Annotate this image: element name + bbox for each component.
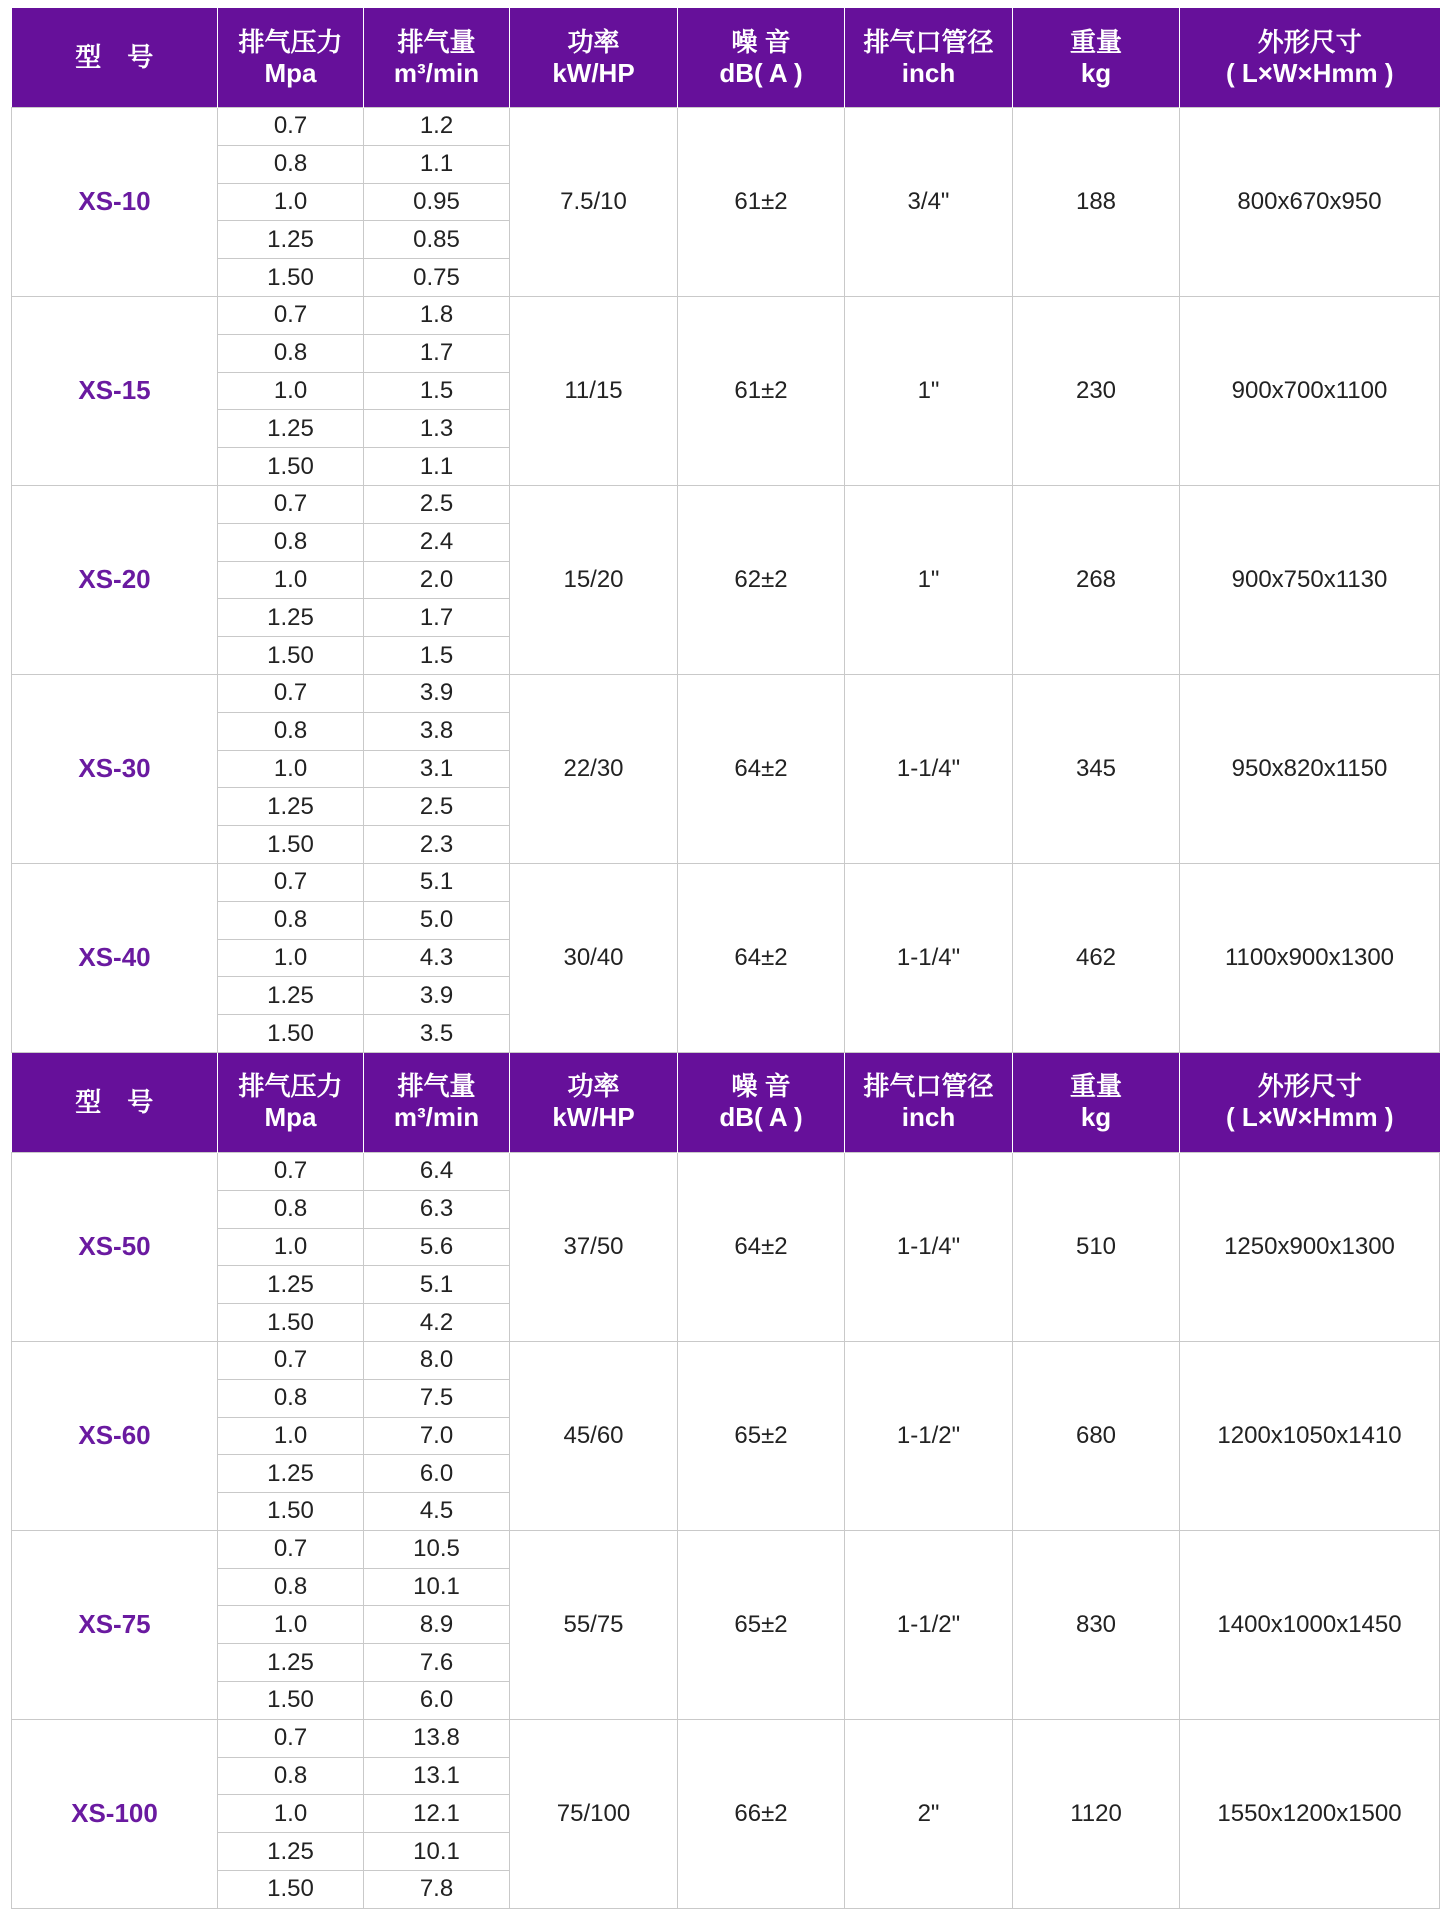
flow-cell: 1.5 xyxy=(364,637,510,675)
pressure-cell: 0.7 xyxy=(218,1530,364,1568)
flow-cell: 1.1 xyxy=(364,145,510,183)
header-flow-line: m³/min xyxy=(393,57,480,88)
header-size-line: ( L×W×Hmm ) xyxy=(1225,57,1394,88)
flow-cell: 4.5 xyxy=(364,1493,510,1531)
header-power-line: kW/HP xyxy=(552,1102,635,1133)
size-cell: 800x670x950 xyxy=(1180,108,1440,297)
pressure-cell: 1.50 xyxy=(218,259,364,297)
noise-cell: 61±2 xyxy=(678,108,845,297)
flow-cell: 7.6 xyxy=(364,1644,510,1682)
header-pressure-line: 排气压力 xyxy=(238,1071,343,1102)
pressure-cell: 1.50 xyxy=(218,1682,364,1720)
outlet-cell: 2" xyxy=(845,1719,1013,1908)
header-noise-line: 噪 音 xyxy=(731,26,791,57)
pressure-cell: 0.8 xyxy=(218,1757,364,1795)
noise-cell: 65±2 xyxy=(678,1530,845,1719)
outlet-cell: 1" xyxy=(845,485,1013,674)
outlet-cell: 1-1/4" xyxy=(845,1152,1013,1341)
pressure-cell: 0.7 xyxy=(218,108,364,146)
flow-cell: 7.8 xyxy=(364,1871,510,1909)
flow-cell: 7.0 xyxy=(364,1417,510,1455)
model-name: XS-20 xyxy=(12,485,218,674)
header-power-line: kW/HP xyxy=(552,57,635,88)
header-flow-line: 排气量 xyxy=(397,26,476,57)
header-outlet-line: inch xyxy=(901,57,956,88)
header-pressure-line: Mpa xyxy=(264,57,317,88)
noise-cell: 64±2 xyxy=(678,674,845,863)
flow-cell: 10.1 xyxy=(364,1833,510,1871)
noise-cell: 62±2 xyxy=(678,485,845,674)
pressure-cell: 1.0 xyxy=(218,1795,364,1833)
model-name: XS-100 xyxy=(12,1719,218,1908)
header-weight-line: 重量 xyxy=(1069,1071,1122,1102)
table-row xyxy=(12,1719,1440,1757)
flow-cell: 3.1 xyxy=(364,750,510,788)
flow-cell: 1.8 xyxy=(364,296,510,334)
pressure-cell: 1.0 xyxy=(218,372,364,410)
size-cell: 1200x1050x1410 xyxy=(1180,1341,1440,1530)
pressure-cell: 0.8 xyxy=(218,901,364,939)
pressure-cell: 1.25 xyxy=(218,1266,364,1304)
model-name: XS-10 xyxy=(12,108,218,297)
flow-cell: 6.0 xyxy=(364,1682,510,1720)
header-size-line: 外形尺寸 xyxy=(1257,26,1362,57)
pressure-cell: 0.8 xyxy=(218,145,364,183)
flow-cell: 3.5 xyxy=(364,1015,510,1053)
noise-cell: 66±2 xyxy=(678,1719,845,1908)
header-power-line: 功率 xyxy=(567,1071,620,1102)
flow-cell: 0.85 xyxy=(364,221,510,259)
flow-cell: 2.0 xyxy=(364,561,510,599)
pressure-cell: 1.25 xyxy=(218,1644,364,1682)
header-flow xyxy=(364,8,510,108)
flow-cell: 8.9 xyxy=(364,1606,510,1644)
pressure-cell: 0.8 xyxy=(218,1190,364,1228)
flow-cell: 5.0 xyxy=(364,901,510,939)
model-name: XS-75 xyxy=(12,1530,218,1719)
header-noise xyxy=(678,8,845,108)
weight-cell: 230 xyxy=(1013,296,1180,485)
pressure-cell: 1.50 xyxy=(218,1871,364,1909)
table-row xyxy=(12,674,1440,712)
header-model: 型 号 xyxy=(12,8,218,108)
weight-cell: 510 xyxy=(1013,1152,1180,1341)
header-noise-line: dB( A ) xyxy=(719,57,803,88)
table-row xyxy=(12,296,1440,334)
model-name: XS-50 xyxy=(12,1152,218,1341)
model-name: XS-30 xyxy=(12,674,218,863)
flow-cell: 1.3 xyxy=(364,410,510,448)
header-size-line: ( L×W×Hmm ) xyxy=(1225,1102,1394,1133)
header-flow xyxy=(364,1052,510,1152)
noise-cell: 65±2 xyxy=(678,1341,845,1530)
pressure-cell: 0.7 xyxy=(218,1152,364,1190)
pressure-cell: 1.0 xyxy=(218,561,364,599)
pressure-cell: 0.7 xyxy=(218,1341,364,1379)
power-cell: 11/15 xyxy=(510,296,678,485)
pressure-cell: 0.8 xyxy=(218,1568,364,1606)
flow-cell: 2.5 xyxy=(364,485,510,523)
header-power xyxy=(510,8,678,108)
noise-cell: 61±2 xyxy=(678,296,845,485)
flow-cell: 0.75 xyxy=(364,259,510,297)
size-cell: 1400x1000x1450 xyxy=(1180,1530,1440,1719)
size-cell: 900x750x1130 xyxy=(1180,485,1440,674)
model-name: XS-40 xyxy=(12,863,218,1052)
weight-cell: 830 xyxy=(1013,1530,1180,1719)
pressure-cell: 1.50 xyxy=(218,1304,364,1342)
weight-cell: 1120 xyxy=(1013,1719,1180,1908)
pressure-cell: 0.7 xyxy=(218,674,364,712)
power-cell: 75/100 xyxy=(510,1719,678,1908)
flow-cell: 5.6 xyxy=(364,1228,510,1266)
header-outlet xyxy=(845,1052,1013,1152)
header-pressure xyxy=(218,8,364,108)
power-cell: 45/60 xyxy=(510,1341,678,1530)
size-cell: 1250x900x1300 xyxy=(1180,1152,1440,1341)
flow-cell: 0.95 xyxy=(364,183,510,221)
flow-cell: 2.3 xyxy=(364,826,510,864)
pressure-cell: 1.25 xyxy=(218,599,364,637)
header-outlet-line: 排气口管径 xyxy=(863,1071,994,1102)
pressure-cell: 1.0 xyxy=(218,939,364,977)
header-size xyxy=(1180,8,1440,108)
outlet-cell: 1-1/4" xyxy=(845,674,1013,863)
header-pressure-line: Mpa xyxy=(264,1102,317,1133)
pressure-cell: 0.8 xyxy=(218,1379,364,1417)
pressure-cell: 1.0 xyxy=(218,1228,364,1266)
header-flow-line: 排气量 xyxy=(397,1071,476,1102)
weight-cell: 188 xyxy=(1013,108,1180,297)
header-weight-line: kg xyxy=(1080,1102,1112,1133)
header-flow-line: m³/min xyxy=(393,1102,480,1133)
size-cell: 900x700x1100 xyxy=(1180,296,1440,485)
pressure-cell: 1.50 xyxy=(218,1015,364,1053)
pressure-cell: 0.7 xyxy=(218,863,364,901)
pressure-cell: 1.25 xyxy=(218,1833,364,1871)
weight-cell: 345 xyxy=(1013,674,1180,863)
size-cell: 950x820x1150 xyxy=(1180,674,1440,863)
flow-cell: 1.5 xyxy=(364,372,510,410)
model-name: XS-60 xyxy=(12,1341,218,1530)
header-size-line: 外形尺寸 xyxy=(1257,1071,1362,1102)
header-row xyxy=(12,1052,1440,1152)
pressure-cell: 1.0 xyxy=(218,1606,364,1644)
weight-cell: 268 xyxy=(1013,485,1180,674)
flow-cell: 1.1 xyxy=(364,448,510,486)
size-cell: 1550x1200x1500 xyxy=(1180,1719,1440,1908)
flow-cell: 1.7 xyxy=(364,334,510,372)
power-cell: 15/20 xyxy=(510,485,678,674)
noise-cell: 64±2 xyxy=(678,1152,845,1341)
flow-cell: 13.1 xyxy=(364,1757,510,1795)
flow-cell: 4.2 xyxy=(364,1304,510,1342)
noise-cell: 64±2 xyxy=(678,863,845,1052)
header-weight xyxy=(1013,1052,1180,1152)
pressure-cell: 1.25 xyxy=(218,788,364,826)
header-row xyxy=(12,8,1440,108)
header-weight-line: 重量 xyxy=(1069,26,1122,57)
header-noise-line: dB( A ) xyxy=(719,1102,803,1133)
pressure-cell: 1.50 xyxy=(218,826,364,864)
table-row xyxy=(12,1530,1440,1568)
table-row xyxy=(12,1341,1440,1379)
flow-cell: 10.1 xyxy=(364,1568,510,1606)
pressure-cell: 0.8 xyxy=(218,523,364,561)
spec-table xyxy=(11,8,1440,1909)
model-name: XS-15 xyxy=(12,296,218,485)
power-cell: 37/50 xyxy=(510,1152,678,1341)
flow-cell: 1.7 xyxy=(364,599,510,637)
flow-cell: 2.4 xyxy=(364,523,510,561)
pressure-cell: 1.0 xyxy=(218,750,364,788)
flow-cell: 5.1 xyxy=(364,1266,510,1304)
outlet-cell: 1" xyxy=(845,296,1013,485)
pressure-cell: 0.7 xyxy=(218,485,364,523)
header-noise-line: 噪 音 xyxy=(731,1071,791,1102)
header-model: 型 号 xyxy=(12,1052,218,1152)
pressure-cell: 0.7 xyxy=(218,1719,364,1757)
header-power xyxy=(510,1052,678,1152)
flow-cell: 6.0 xyxy=(364,1455,510,1493)
table-row xyxy=(12,108,1440,146)
power-cell: 22/30 xyxy=(510,674,678,863)
flow-cell: 2.5 xyxy=(364,788,510,826)
pressure-cell: 0.8 xyxy=(218,712,364,750)
pressure-cell: 1.50 xyxy=(218,637,364,675)
header-power-line: 功率 xyxy=(567,26,620,57)
table-row xyxy=(12,485,1440,523)
flow-cell: 12.1 xyxy=(364,1795,510,1833)
flow-cell: 7.5 xyxy=(364,1379,510,1417)
outlet-cell: 3/4" xyxy=(845,108,1013,297)
pressure-cell: 1.25 xyxy=(218,1455,364,1493)
weight-cell: 680 xyxy=(1013,1341,1180,1530)
pressure-cell: 1.25 xyxy=(218,221,364,259)
flow-cell: 6.3 xyxy=(364,1190,510,1228)
header-weight xyxy=(1013,8,1180,108)
pressure-cell: 1.25 xyxy=(218,977,364,1015)
pressure-cell: 1.50 xyxy=(218,448,364,486)
pressure-cell: 1.0 xyxy=(218,183,364,221)
flow-cell: 3.9 xyxy=(364,977,510,1015)
header-pressure xyxy=(218,1052,364,1152)
header-outlet-line: inch xyxy=(901,1102,956,1133)
flow-cell: 5.1 xyxy=(364,863,510,901)
table-row xyxy=(12,863,1440,901)
flow-cell: 3.8 xyxy=(364,712,510,750)
flow-cell: 13.8 xyxy=(364,1719,510,1757)
header-outlet-line: 排气口管径 xyxy=(863,26,994,57)
size-cell: 1100x900x1300 xyxy=(1180,863,1440,1052)
header-pressure-line: 排气压力 xyxy=(238,26,343,57)
flow-cell: 4.3 xyxy=(364,939,510,977)
flow-cell: 3.9 xyxy=(364,674,510,712)
weight-cell: 462 xyxy=(1013,863,1180,1052)
table-body xyxy=(12,8,1440,1908)
header-weight-line: kg xyxy=(1080,57,1112,88)
header-noise xyxy=(678,1052,845,1152)
flow-cell: 8.0 xyxy=(364,1341,510,1379)
flow-cell: 6.4 xyxy=(364,1152,510,1190)
header-size xyxy=(1180,1052,1440,1152)
power-cell: 7.5/10 xyxy=(510,108,678,297)
pressure-cell: 1.50 xyxy=(218,1493,364,1531)
flow-cell: 1.2 xyxy=(364,108,510,146)
outlet-cell: 1-1/2" xyxy=(845,1341,1013,1530)
outlet-cell: 1-1/2" xyxy=(845,1530,1013,1719)
header-outlet xyxy=(845,8,1013,108)
pressure-cell: 0.7 xyxy=(218,296,364,334)
power-cell: 55/75 xyxy=(510,1530,678,1719)
outlet-cell: 1-1/4" xyxy=(845,863,1013,1052)
pressure-cell: 1.25 xyxy=(218,410,364,448)
power-cell: 30/40 xyxy=(510,863,678,1052)
pressure-cell: 0.8 xyxy=(218,334,364,372)
pressure-cell: 1.0 xyxy=(218,1417,364,1455)
table-row xyxy=(12,1152,1440,1190)
flow-cell: 10.5 xyxy=(364,1530,510,1568)
